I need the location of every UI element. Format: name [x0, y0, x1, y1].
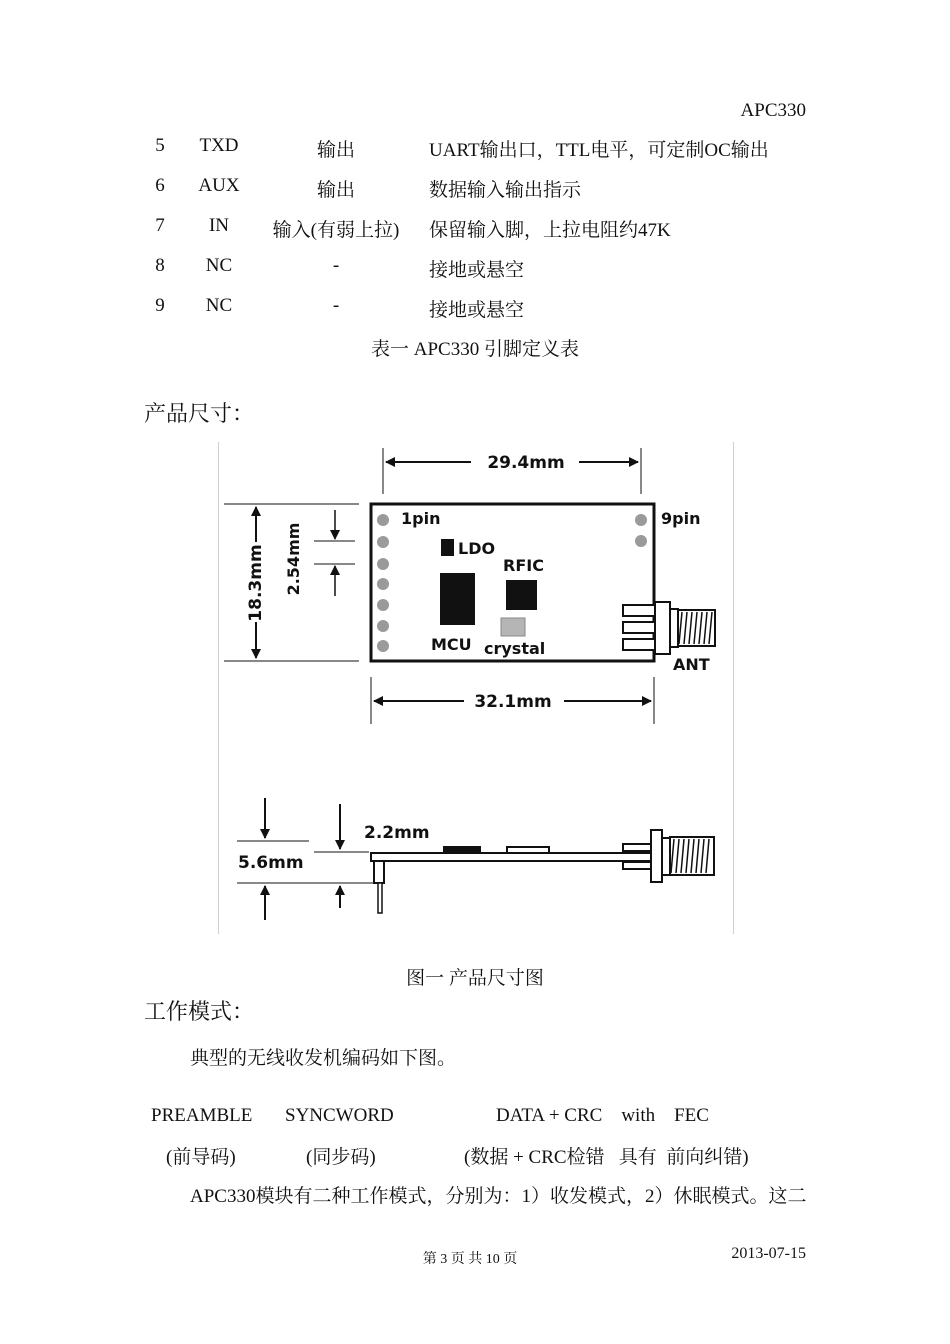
frame-data: DATA + CRC with FEC — [496, 1105, 709, 1126]
ant-label: ANT — [673, 655, 710, 674]
crystal-label: crystal — [484, 639, 546, 658]
figure-caption: 图一 产品尺寸图 — [406, 968, 544, 989]
pitch-dimension — [284, 510, 355, 596]
left-pin-header — [377, 514, 389, 652]
antenna-connector — [623, 602, 715, 654]
pin-name: AUX — [198, 175, 240, 196]
rfic-profile — [507, 847, 549, 853]
crystal-component — [501, 618, 525, 636]
frame-data-cn: (数据 + CRC检错 具有 前向纠错) — [464, 1147, 749, 1168]
pin-description: 数据输入输出指示 — [429, 180, 582, 201]
mcu-label: MCU — [431, 635, 472, 654]
bottom-width-dimension — [371, 677, 654, 724]
ldo-label: LDO — [458, 539, 496, 558]
pin-lead — [378, 883, 382, 913]
pin-name: NC — [205, 255, 233, 276]
section-heading-size: 产品尺寸： — [144, 402, 255, 427]
mcu-chip — [440, 573, 475, 625]
pin-number: 7 — [155, 215, 165, 236]
table-caption: 表一 APC330 引脚定义表 — [371, 339, 579, 360]
frame-syncword-cn: (同步码) — [306, 1147, 376, 1168]
frame-preamble: PREAMBLE — [151, 1105, 253, 1126]
frame-preamble-cn: (前导码) — [166, 1147, 236, 1168]
pin-housing — [374, 861, 384, 883]
dimension-figure — [218, 442, 734, 934]
pin-name: TXD — [199, 135, 239, 156]
pin-type: 输入(有弱上拉) — [272, 220, 400, 241]
pin-description: 接地或悬空 — [429, 260, 525, 281]
pin-type: - — [332, 295, 340, 316]
pin-number: 8 — [155, 255, 165, 276]
right-pin-header — [635, 514, 647, 547]
side-thickness-label: 2.2mm — [364, 823, 430, 843]
pin-number: 9 — [155, 295, 165, 316]
pin-description: 接地或悬空 — [429, 300, 525, 321]
intro-paragraph: 典型的无线收发机编码如下图。 — [190, 1048, 457, 1069]
pcb-edge — [371, 853, 654, 861]
page-number: 第 3 页 共 10 页 — [422, 1252, 518, 1267]
width-bottom-label: 32.1mm — [474, 692, 552, 712]
pin-type: 输出 — [316, 140, 355, 161]
body-paragraph: APC330模块有二种工作模式，分别为：1）收发模式，2）休眠模式。这二 — [190, 1186, 807, 1207]
pin-type: - — [332, 255, 340, 276]
side-height-label: 5.6mm — [238, 853, 304, 873]
section-heading-mode: 工作模式： — [144, 1000, 255, 1025]
height-label: 18.3mm — [246, 544, 266, 622]
pin-number: 6 — [155, 175, 165, 196]
mcu-profile — [443, 846, 481, 853]
pin-name: IN — [208, 215, 230, 236]
pin-name: NC — [205, 295, 233, 316]
pitch-label: 2.54mm — [284, 522, 303, 596]
pin-number: 5 — [155, 135, 165, 156]
frame-syncword: SYNCWORD — [285, 1105, 394, 1126]
rfic-label: RFIC — [503, 556, 544, 575]
ldo-chip — [441, 539, 454, 556]
footer-date: 2013-07-15 — [731, 1245, 806, 1262]
pin9-label: 9pin — [661, 509, 701, 528]
side-view — [237, 798, 714, 920]
pin-type: 输出 — [316, 180, 355, 201]
pin-description: 保留输入脚，上拉电阻约47K — [429, 220, 671, 241]
width-top-label: 29.4mm — [487, 453, 565, 473]
rfic-chip — [506, 580, 537, 610]
pin1-label: 1pin — [401, 509, 441, 528]
top-width-dimension — [383, 448, 641, 494]
pin-description: UART输出口，TTL电平，可定制OC输出 — [429, 140, 769, 161]
document-id: APC330 — [740, 100, 806, 121]
